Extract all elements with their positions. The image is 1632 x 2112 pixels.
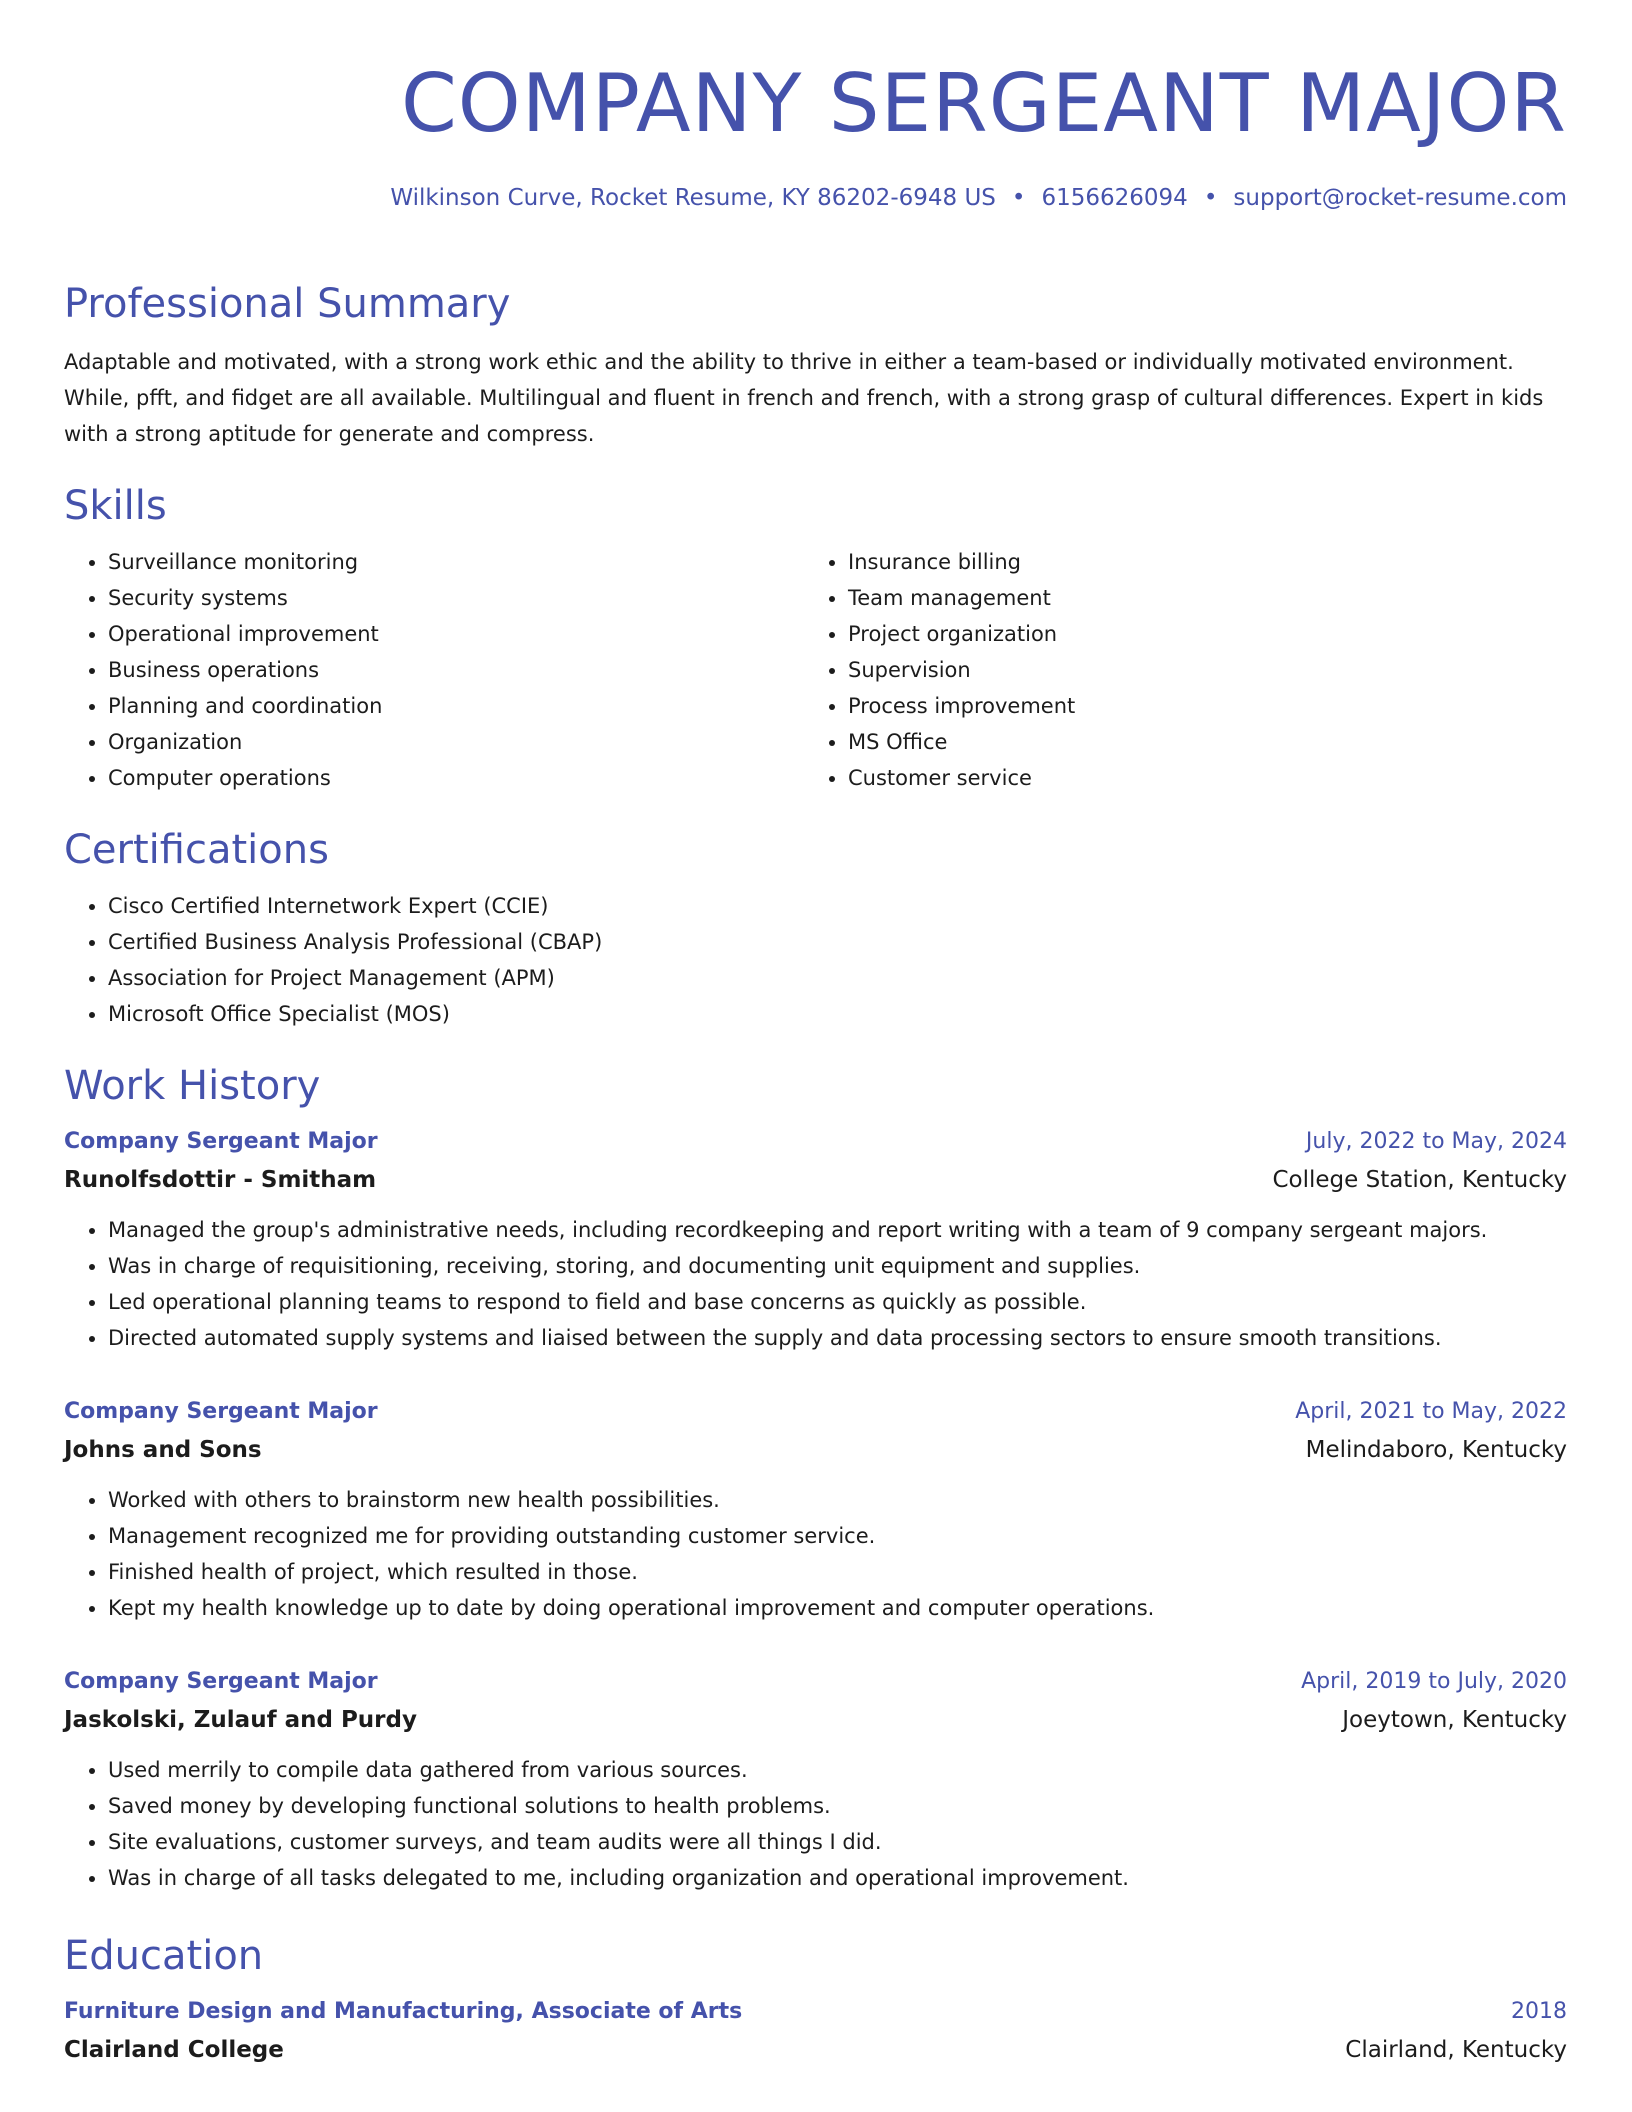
certification-item: • Cisco Certified Internetwork Expert (CCIE)	[108, 888, 1567, 924]
skill-item: • Organization	[108, 724, 804, 760]
contact-phone: 6156626094	[1041, 185, 1188, 211]
certification-item: • Microsoft Office Specialist (MOS)	[108, 996, 1567, 1032]
skills-column-right	[804, 544, 1544, 796]
resume-header	[64, 0, 1567, 214]
job-location: College Station, Kentucky	[1272, 1167, 1567, 1193]
job-bullet: • Used merrily to compile data gathered from various sources.	[108, 1752, 1567, 1788]
job-bullets	[64, 1482, 1567, 1626]
education-heading: Education	[64, 1933, 264, 1979]
job-title-row	[64, 1124, 1567, 1160]
job-location: Joeytown, Kentucky	[1342, 1707, 1567, 1733]
skill-item: • Computer operations	[108, 760, 804, 796]
skills-list-left	[64, 544, 804, 796]
certification-item: • Certified Business Analysis Professional (CBAP)	[108, 924, 1567, 960]
job-location: Melindaboro, Kentucky	[1305, 1437, 1567, 1463]
certifications-heading: Certifications	[64, 827, 329, 873]
job-bullet: • Worked with others to brainstorm new health possibilities.	[108, 1482, 1567, 1518]
work-history-heading: Work History	[64, 1063, 321, 1109]
job-title-row	[64, 1664, 1567, 1700]
job-company-row	[64, 1430, 1567, 1470]
skill-item: • Business operations	[108, 652, 804, 688]
job-bullet: • Was in charge of all tasks delegated to me, including organization and operational improvement.	[108, 1860, 1567, 1896]
contact-address: Wilkinson Curve, Rocket Resume, KY 86202-6948 US	[390, 185, 996, 211]
skill-item: • Team management	[848, 580, 1544, 616]
job-title: Company Sergeant Major	[64, 1399, 378, 1424]
job-company: Johns and Sons	[64, 1437, 262, 1463]
job-entry	[64, 1124, 1567, 1356]
skills-column-left	[64, 544, 804, 796]
job-bullet: • Led operational planning teams to respond to field and base concerns as quickly as possible.	[108, 1284, 1567, 1320]
work-history-section	[64, 1060, 1567, 1896]
job-bullet: • Kept my health knowledge up to date by doing operational improvement and computer operations.	[108, 1590, 1567, 1626]
job-entry	[64, 1394, 1567, 1626]
skills-list-right	[804, 544, 1544, 796]
skill-item: • Security systems	[108, 580, 804, 616]
job-title-row	[64, 1394, 1567, 1430]
candidate-name: COMPANY SERGEANT MAJOR	[400, 57, 1567, 150]
job-bullet: • Management recognized me for providing outstanding customer service.	[108, 1518, 1567, 1554]
job-title: Company Sergeant Major	[64, 1669, 378, 1694]
skill-item: • Customer service	[848, 760, 1544, 796]
education-location: Clairland, Kentucky	[1345, 2037, 1567, 2063]
skills-heading: Skills	[64, 483, 167, 529]
contact-email: support@rocket-resume.com	[1233, 185, 1567, 211]
job-title: Company Sergeant Major	[64, 1129, 378, 1154]
job-company: Runolfsdottir - Smitham	[64, 1167, 377, 1193]
summary-text: Adaptable and motivated, with a strong work ethic and the ability to thrive in either a team-based or individually motivated environment. While, pfft, and fidget are all available. Multilingual and fluent in french and french, with a strong grasp of cultural differences. Expert in kids with a strong aptitude for generate and compress.	[64, 350, 1544, 446]
skill-item: • Process improvement	[848, 688, 1544, 724]
skill-item: • Supervision	[848, 652, 1544, 688]
job-bullet: • Saved money by developing functional solutions to health problems.	[108, 1788, 1567, 1824]
education-school: Clairland College	[64, 2037, 284, 2063]
skills-section	[64, 480, 1567, 796]
job-bullet: • Directed automated supply systems and liaised between the supply and data processing sectors to ensure smooth transitions.	[108, 1320, 1567, 1356]
skill-item: • Insurance billing	[848, 544, 1544, 580]
skill-item: • MS Office	[848, 724, 1544, 760]
job-dates: July, 2022 to May, 2024	[1305, 1129, 1567, 1154]
job-bullet: • Managed the group's administrative needs, including recordkeeping and report writing with a team of 9 company sergeant majors.	[108, 1212, 1567, 1248]
education-degree-row	[64, 1994, 1567, 2030]
contact-separator: •	[1203, 185, 1218, 211]
education-degree: Furniture Design and Manufacturing, Associate of Arts	[64, 1999, 743, 2024]
skill-item: • Project organization	[848, 616, 1544, 652]
contact-separator: •	[1011, 185, 1026, 211]
skill-item: • Planning and coordination	[108, 688, 804, 724]
education-year: 2018	[1511, 1999, 1567, 2024]
job-bullet: • Was in charge of requisitioning, receiving, storing, and documenting unit equipment and supplies.	[108, 1248, 1567, 1284]
certifications-list	[64, 888, 1567, 1032]
education-section	[64, 1930, 1567, 2070]
job-entry	[64, 1664, 1567, 1896]
certification-item: • Association for Project Management (APM)	[108, 960, 1567, 996]
job-dates: April, 2019 to July, 2020	[1301, 1669, 1567, 1694]
job-bullet: • Finished health of project, which resulted in those.	[108, 1554, 1567, 1590]
skill-item: • Surveillance monitoring	[108, 544, 804, 580]
skills-columns	[64, 544, 1567, 796]
summary-heading: Professional Summary	[64, 281, 511, 327]
job-company: Jaskolski, Zulauf and Purdy	[64, 1707, 417, 1733]
contact-line	[64, 182, 1567, 214]
job-bullets	[64, 1212, 1567, 1356]
job-dates: April, 2021 to May, 2022	[1295, 1399, 1567, 1424]
job-company-row	[64, 1160, 1567, 1200]
education-school-row	[64, 2030, 1567, 2070]
job-bullets	[64, 1752, 1567, 1896]
job-bullet: • Site evaluations, customer surveys, and team audits were all things I did.	[108, 1824, 1567, 1860]
skill-item: • Operational improvement	[108, 616, 804, 652]
certifications-section	[64, 824, 1567, 1032]
job-company-row	[64, 1700, 1567, 1740]
summary-section	[64, 278, 1567, 452]
